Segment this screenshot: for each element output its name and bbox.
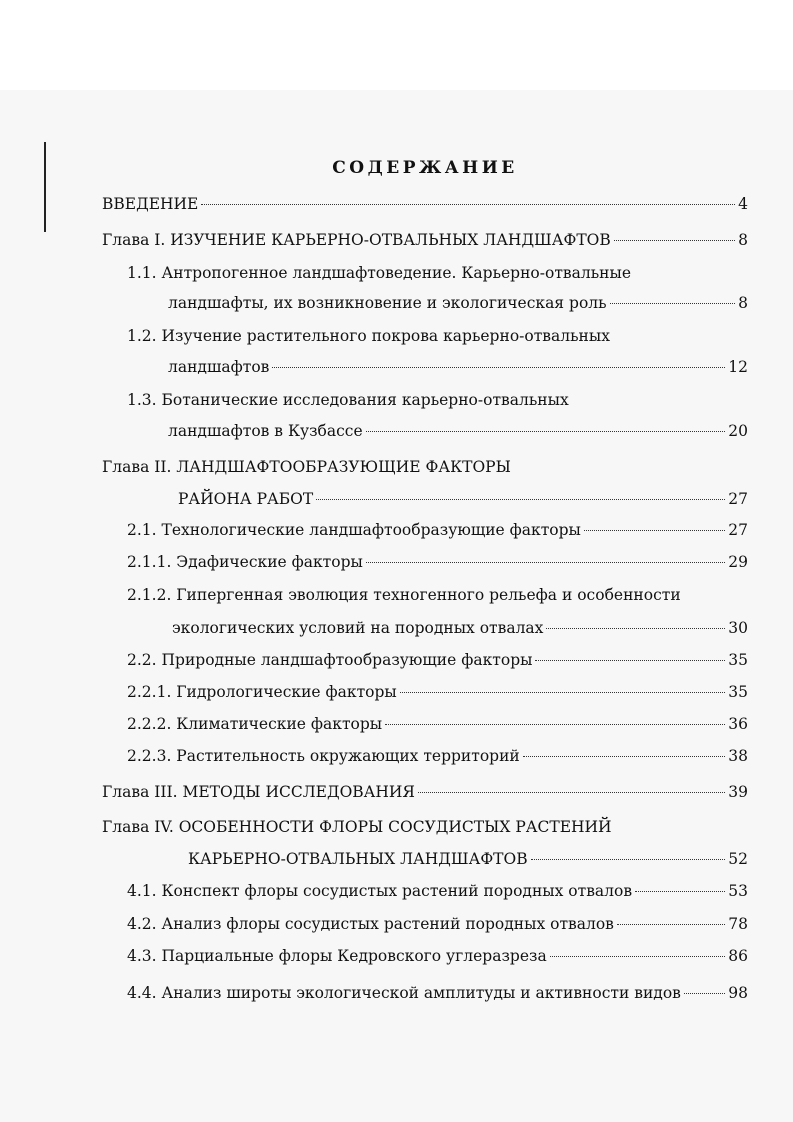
toc-entry-chapter-1	[102, 229, 748, 251]
toc-entry-chapter-3	[102, 781, 748, 803]
toc-entry-section-2-1-1	[127, 551, 748, 573]
toc-entry-section-1-2-cont	[168, 356, 748, 378]
toc-entry-section-2-2	[127, 649, 748, 671]
toc-entry-page: 78	[728, 915, 748, 933]
toc-entry-label: 1.1. Антропогенное ландшафтоведение. Карьерно-отвальные	[127, 264, 631, 282]
toc-entry-label: 2.2. Природные ландшафтообразующие факторы	[127, 651, 533, 669]
toc-entry-page: 36	[728, 715, 748, 733]
dot-leader	[635, 891, 725, 892]
toc-entry-chapter-4-cont	[188, 848, 748, 870]
toc-entry-page: 38	[728, 747, 748, 765]
toc-entry-chapter-2-cont	[178, 488, 748, 510]
toc-entry-section-1-3-cont	[168, 420, 748, 442]
toc-entry-section-2-1	[127, 519, 748, 541]
toc-entry-page: 39	[728, 783, 748, 801]
dot-leader	[366, 431, 726, 432]
toc-entry-label: 4.4. Анализ широты экологической амплитуды и активности видов	[127, 984, 681, 1002]
toc-entry-page: 29	[728, 553, 748, 571]
toc-entry-label: Глава III. МЕТОДЫ ИССЛЕДОВАНИЯ	[102, 783, 415, 801]
dot-leader	[550, 956, 726, 957]
toc-entry-page: 86	[728, 947, 748, 965]
toc-entry-introduction	[102, 193, 748, 215]
dot-leader	[535, 660, 725, 661]
toc-entry-label: Глава I. ИЗУЧЕНИЕ КАРЬЕРНО-ОТВАЛЬНЫХ ЛАНДШАФТОВ	[102, 231, 611, 249]
toc-entry-section-2-1-2	[127, 584, 681, 606]
toc-entry-label: ландшафтов в Кузбассе	[168, 422, 363, 440]
toc-entry-label: ВВЕДЕНИЕ	[102, 195, 199, 213]
dot-leader	[584, 530, 725, 531]
toc-entry-label: РАЙОНА РАБОТ	[178, 490, 314, 508]
toc-entry-section-2-2-3	[127, 745, 748, 767]
dot-leader	[385, 724, 725, 725]
toc-entry-label: 2.1.1. Эдафические факторы	[127, 553, 363, 571]
toc-entry-section-1-1-cont	[168, 292, 748, 314]
toc-entry-label: 2.2.2. Климатические факторы	[127, 715, 383, 733]
page-title: СОДЕРЖАНИЕ	[332, 158, 518, 178]
toc-entry-label: 1.2. Изучение растительного покрова карьерно-отвальных	[127, 327, 610, 345]
toc-entry-section-1-3	[127, 389, 569, 411]
toc-entry-label: 4.1. Конспект флоры сосудистых растений породных отвалов	[127, 882, 633, 900]
toc-entry-label: 2.1. Технологические ландшафтообразующие факторы	[127, 521, 581, 539]
toc-entry-label: ландшафтов	[168, 358, 270, 376]
dot-leader	[272, 367, 725, 368]
toc-entry-section-2-2-2	[127, 713, 748, 735]
toc-entry-section-4-4	[127, 982, 748, 1004]
dot-leader	[316, 499, 725, 500]
toc-entry-page: 53	[728, 882, 748, 900]
toc-entry-page: 52	[728, 850, 748, 868]
toc-entry-section-4-1	[127, 880, 748, 902]
dot-leader	[418, 792, 725, 793]
toc-entry-chapter-2	[102, 456, 511, 478]
toc-entry-page: 8	[738, 231, 748, 249]
dot-leader	[523, 756, 726, 757]
toc-entry-section-4-3	[127, 945, 748, 967]
dot-leader	[610, 303, 736, 304]
dot-leader	[400, 692, 726, 693]
toc-entry-page: 35	[728, 683, 748, 701]
dot-leader	[546, 628, 725, 629]
dot-leader	[617, 924, 725, 925]
toc-entry-label: Глава II. ЛАНДШАФТООБРАЗУЮЩИЕ ФАКТОРЫ	[102, 458, 511, 476]
dot-leader	[366, 562, 725, 563]
toc-entry-page: 12	[728, 358, 748, 376]
toc-entry-section-4-2	[127, 913, 748, 935]
toc-entry-section-2-1-2-cont	[172, 617, 748, 639]
dot-leader	[201, 204, 735, 205]
toc-entry-section-2-2-1	[127, 681, 748, 703]
toc-entry-page: 4	[738, 195, 748, 213]
toc-entry-label: 4.3. Парциальные флоры Кедровского углеразреза	[127, 947, 547, 965]
toc-entry-page: 30	[728, 619, 748, 637]
toc-entry-page: 20	[728, 422, 748, 440]
toc-entry-label: 4.2. Анализ флоры сосудистых растений породных отвалов	[127, 915, 614, 933]
toc-entry-label: 2.2.3. Растительность окружающих территорий	[127, 747, 520, 765]
dot-leader	[614, 240, 735, 241]
toc-entry-label: 2.1.2. Гипергенная эволюция техногенного рельефа и особенности	[127, 586, 681, 604]
toc-entry-label: 2.2.1. Гидрологические факторы	[127, 683, 397, 701]
toc-entry-chapter-4	[102, 816, 612, 838]
dot-leader	[684, 993, 725, 994]
toc-entry-page: 27	[728, 521, 748, 539]
toc-entry-label: КАРЬЕРНО-ОТВАЛЬНЫХ ЛАНДШАФТОВ	[188, 850, 528, 868]
toc-entry-page: 27	[728, 490, 748, 508]
toc-entry-section-1-1	[127, 262, 631, 284]
toc-entry-page: 35	[728, 651, 748, 669]
toc-entry-label: экологических условий на породных отвалах	[172, 619, 544, 637]
toc-entry-page: 8	[738, 294, 748, 312]
toc-entry-section-1-2	[127, 325, 610, 347]
dot-leader	[531, 859, 726, 860]
toc-entry-label: ландшафты, их возникновение и экологическая роль	[168, 294, 607, 312]
toc-entry-page: 98	[728, 984, 748, 1002]
toc-entry-label: Глава IV. ОСОБЕННОСТИ ФЛОРЫ СОСУДИСТЫХ РАСТЕНИЙ	[102, 818, 612, 836]
toc-entry-label: 1.3. Ботанические исследования карьерно-отвальных	[127, 391, 569, 409]
